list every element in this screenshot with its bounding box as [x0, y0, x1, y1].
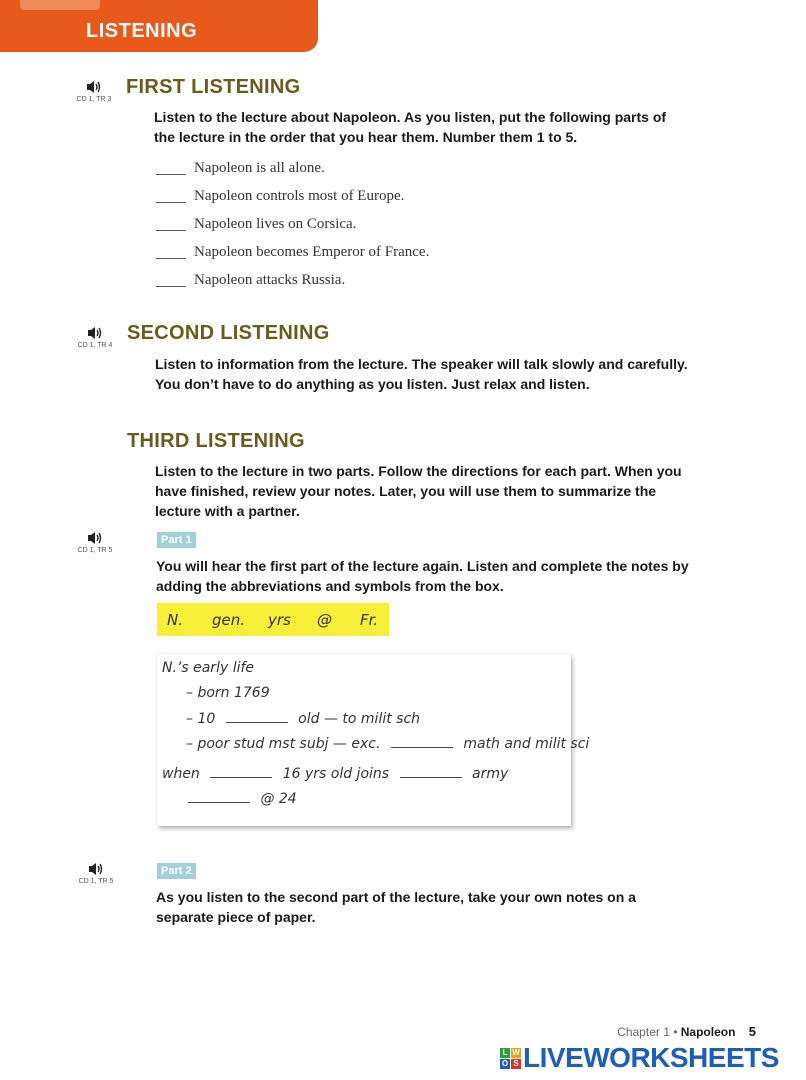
- first-listening-heading: FIRST LISTENING: [126, 76, 301, 98]
- audio-track-2[interactable]: [77, 326, 113, 349]
- list-item: [156, 155, 429, 183]
- list-item-text: Napoleon is all alone.: [194, 160, 325, 177]
- section-title: LISTENING: [86, 20, 198, 42]
- list-item: [156, 266, 429, 294]
- notes-title: N.’s early life: [162, 660, 255, 676]
- notes-text: when: [162, 766, 200, 782]
- page-footer: [617, 1024, 756, 1039]
- part-1-instructions: You will hear the first part of the lecture again. Listen and complete the notes by adding the abbreviations and symbols from the box.: [156, 558, 689, 594]
- speaker-icon: [88, 862, 104, 876]
- notes-text: army: [471, 766, 509, 782]
- footer-title: Napoleon: [680, 1025, 736, 1039]
- second-listening-heading: SECOND LISTENING: [127, 322, 330, 344]
- word-box-item: gen.: [212, 610, 246, 629]
- speaker-icon: [86, 80, 102, 94]
- word-box-item: yrs: [268, 610, 291, 629]
- notes-text: – poor stud mst subj — exc.: [186, 736, 381, 752]
- number-blank[interactable]: [156, 274, 186, 287]
- list-item: [156, 183, 429, 211]
- fill-blank[interactable]: [391, 735, 453, 748]
- liveworksheets-brand[interactable]: [500, 1042, 779, 1074]
- number-blank[interactable]: [156, 218, 186, 231]
- notes-line: – born 1769: [186, 685, 270, 701]
- ordering-list: [156, 155, 429, 294]
- cd-track-label: CD 1, TR 5: [77, 547, 113, 554]
- notes-text: @ 24: [260, 791, 297, 807]
- number-blank[interactable]: [156, 162, 186, 175]
- footer-chapter: Chapter 1 •: [617, 1025, 678, 1039]
- list-item-text: Napoleon attacks Russia.: [194, 271, 346, 288]
- number-blank[interactable]: [156, 190, 186, 203]
- list-item-text: Napoleon controls most of Europe.: [194, 188, 405, 205]
- notes-text: math and milit sci: [463, 736, 590, 752]
- notes-line: [188, 790, 297, 807]
- cd-track-label: CD 1, TR 3: [76, 96, 112, 103]
- speaker-icon: [87, 326, 103, 340]
- audio-track-4[interactable]: [78, 862, 114, 885]
- notes-text: – 10: [186, 711, 216, 727]
- speaker-icon: [87, 531, 103, 545]
- cd-track-label: CD 1, TR 5: [78, 878, 114, 885]
- audio-track-1[interactable]: [76, 80, 112, 103]
- notes-card: [157, 654, 590, 826]
- brand-text: LIVEWORKSHEETS: [523, 1042, 779, 1073]
- list-item: [156, 211, 429, 239]
- number-blank[interactable]: [156, 246, 186, 259]
- notes-text: 16 yrs old joins: [282, 766, 390, 782]
- fill-blank[interactable]: [188, 790, 250, 803]
- cd-track-label: CD 1, TR 4: [77, 342, 113, 349]
- part-2-instructions: As you listen to the second part of the lecture, take your own notes on a separate piece of paper.: [156, 889, 636, 925]
- list-item-text: Napoleon becomes Emperor of France.: [194, 243, 430, 260]
- page-number: 5: [748, 1024, 756, 1039]
- fill-blank[interactable]: [226, 710, 288, 723]
- word-box-item: @: [317, 610, 332, 629]
- part-2-label: Part 2: [157, 863, 196, 879]
- third-listening-heading: THIRD LISTENING: [127, 430, 305, 452]
- notes-line: [162, 765, 508, 782]
- list-item: [156, 238, 429, 266]
- word-box-item: Fr.: [360, 610, 379, 629]
- notes-line: [186, 710, 420, 727]
- notes-text: old — to milit sch: [298, 711, 421, 727]
- first-listening-instructions: Listen to the lecture about Napoleon. As you listen, put the following parts of the lecture in the order that you hear them. Number them 1 to 5.: [154, 109, 667, 145]
- word-box-item: N.: [167, 610, 183, 629]
- tab-decoration: [20, 0, 100, 10]
- list-item-text: Napoleon lives on Corsica.: [194, 215, 357, 232]
- part-1-label: Part 1: [157, 532, 196, 548]
- word-box: [157, 603, 389, 636]
- notes-line: [186, 735, 589, 752]
- section-tab: [0, 0, 318, 52]
- second-listening-instructions: Listen to information from the lecture. The speaker will talk slowly and carefully. You don’t have to do anything as you listen. Just relax and listen.: [155, 356, 688, 392]
- fill-blank[interactable]: [210, 765, 272, 778]
- liveworksheets-logo-icon: L W O S: [501, 1047, 520, 1068]
- fill-blank[interactable]: [400, 765, 462, 778]
- audio-track-3[interactable]: [77, 531, 113, 554]
- third-listening-instructions: Listen to the lecture in two parts. Follow the directions for each part. When you have finished, review your notes. Later, you will use them to summarize the lecture with a partner.: [155, 463, 682, 519]
